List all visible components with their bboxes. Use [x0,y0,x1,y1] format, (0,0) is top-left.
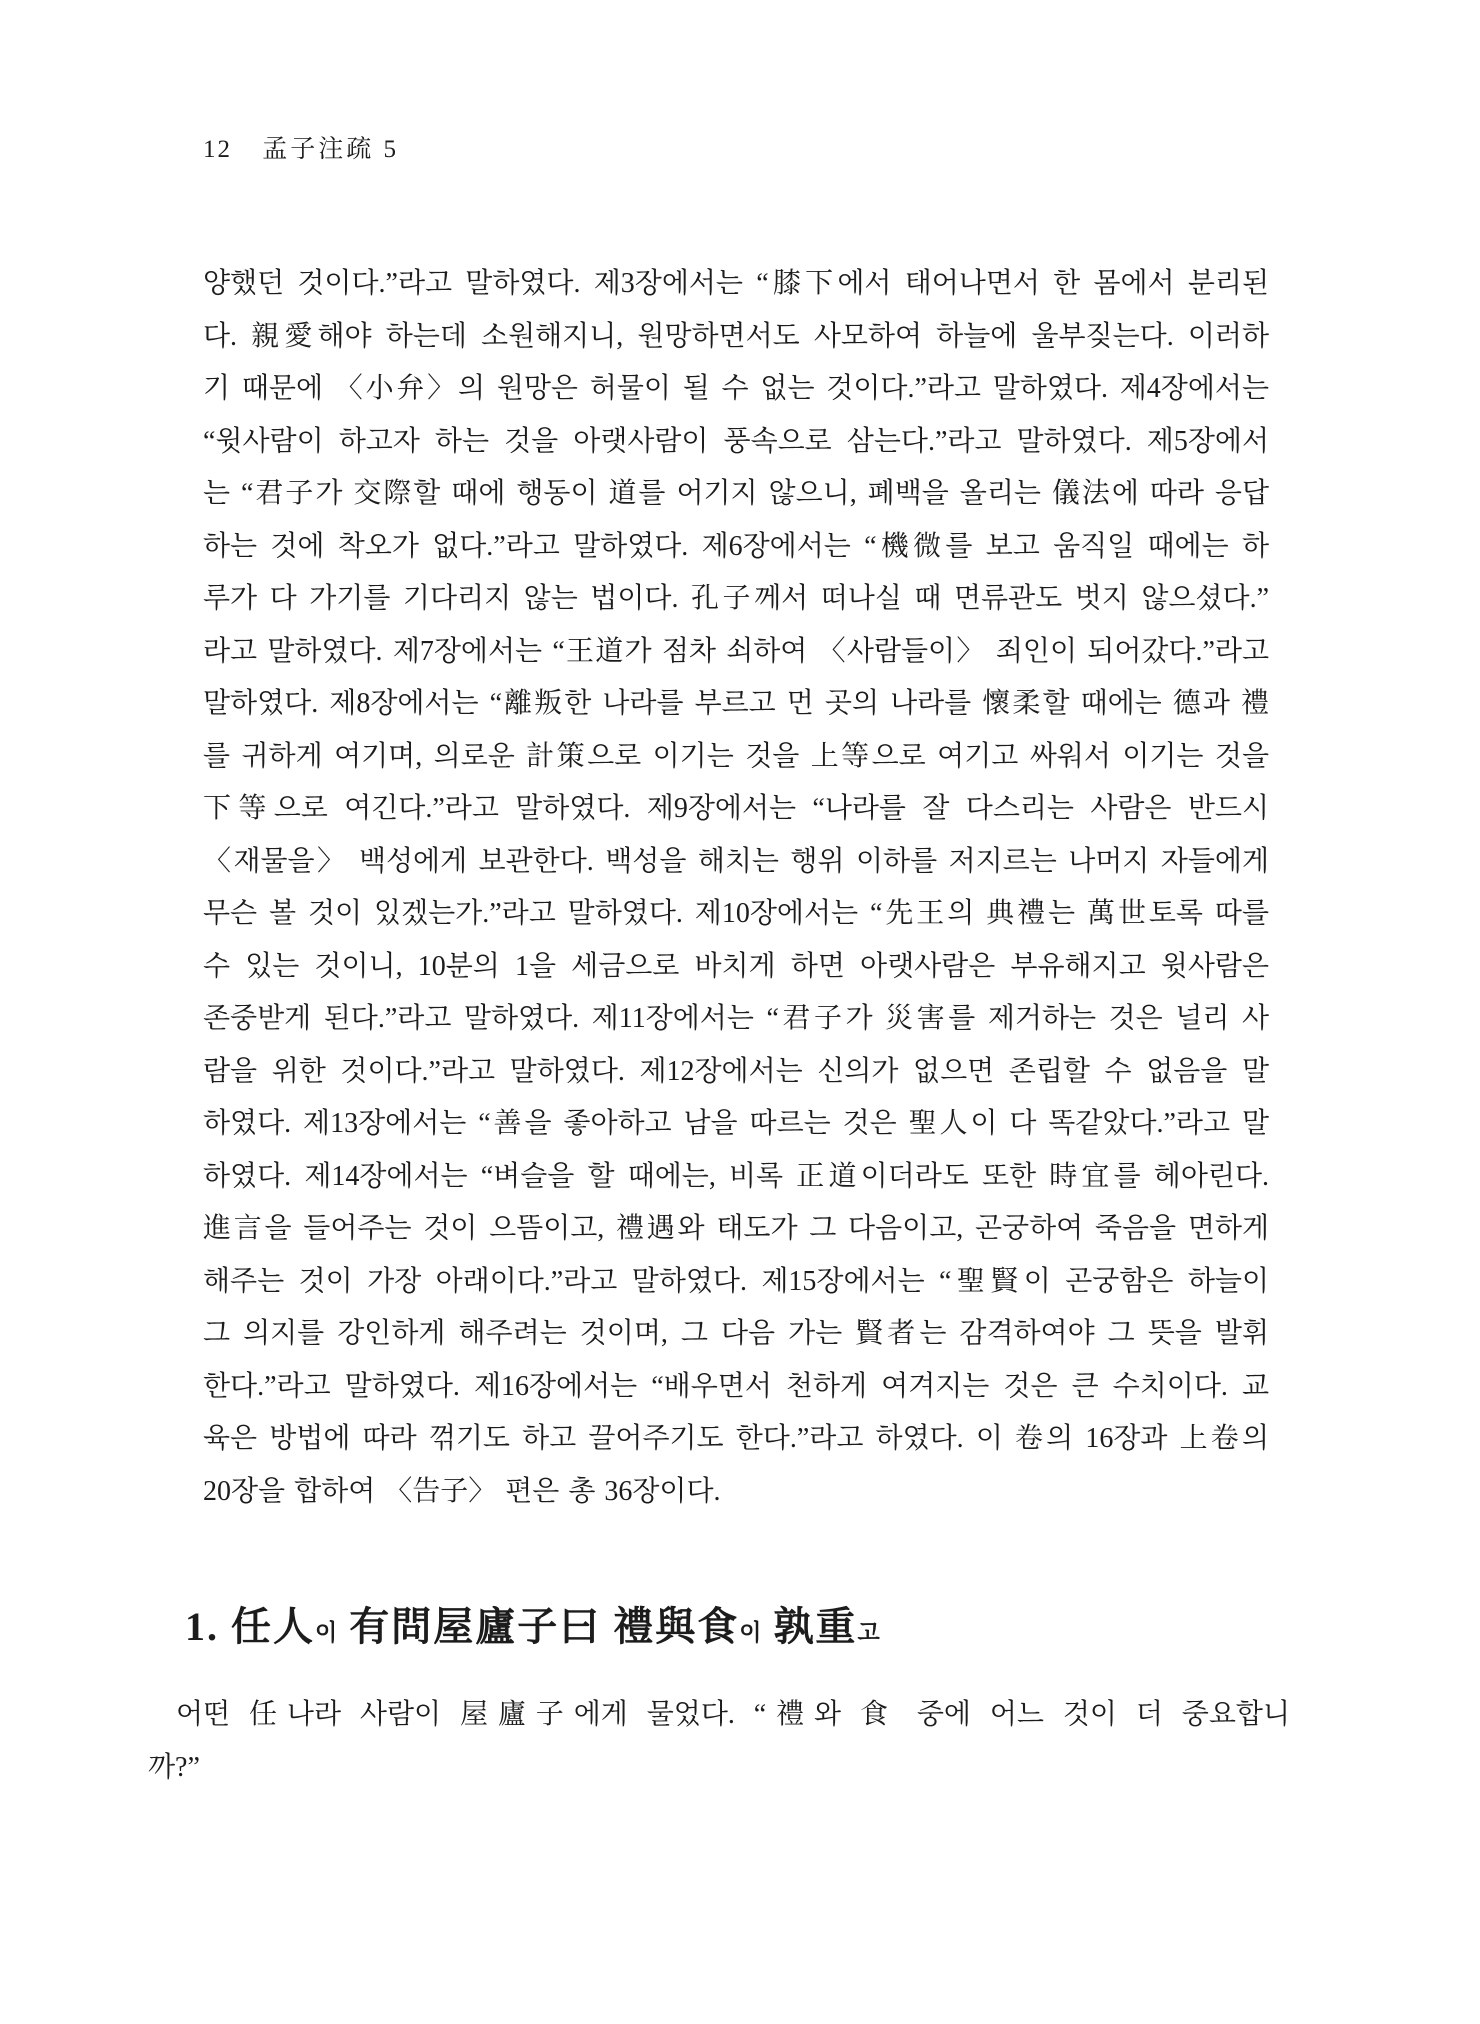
page-number: 12 [203,136,232,163]
book-title: 孟子注疏 5 [262,136,400,163]
section-heading [185,1598,880,1662]
summary-text-line: “윗사람이 하고자 하는 것을 아랫사람이 풍속으로 삼는다.”라고 말하였다. 제5장에서 [203,425,1269,457]
summary-text-line: 하였다. 제13장에서는 “善을 좋아하고 남을 따르는 것은 聖人이 다 똑같았다.”라고 말 [203,1108,1269,1139]
summary-text-line: 무슨 볼 것이 있겠는가.”라고 말하였다. 제10장에서는 “先王의 典禮는 萬世토록 따를 [203,898,1269,929]
running-header [203,136,399,164]
summary-text-line: 루가 다 가기를 기다리지 않는 법이다. 孔子께서 떠나실 때 면류관도 벗지 않으셨다.” [203,583,1269,614]
summary-text-line: 라고 말하였다. 제7장에서는 “王道가 점차 쇠하여 〈사람들이〉 죄인이 되어갔다.”라고 [203,635,1269,667]
summary-text-line: 해주는 것이 가장 아래이다.”라고 말하였다. 제15장에서는 “聖賢이 곤궁함은 하늘이 [203,1265,1269,1297]
summary-text-line: 하였다. 제14장에서는 “벼슬을 할 때에는, 비록 正道이더라도 또한 時宜를 헤아린다. [203,1160,1269,1192]
summary-text-line: 하는 것에 착오가 없다.”라고 말하였다. 제6장에서는 “機微를 보고 움직일 때에는 하 [203,530,1269,562]
section-heading-part: 有問屋廬子曰 禮與食 [337,1604,740,1649]
translation-paragraph [148,1688,1290,1794]
summary-text-line: 수 있는 것이니, 10분의 1을 세금으로 바치게 하면 아랫사람은 부유해지고 윗사람은 [203,950,1269,982]
section-heading-part: 1. 任人 [185,1604,315,1649]
summary-text-line: 기 때문에 〈小弁〉의 원망은 허물이 될 수 없는 것이다.”라고 말하였다. 제4장에서는 [203,373,1269,404]
section-heading-part: 孰重 [761,1604,858,1649]
summary-text-line: 〈재물을〉 백성에게 보관한다. 백성을 해치는 행위 이하를 저지르는 나머지 자들에게 [203,845,1269,877]
summary-text-line: 람을 위한 것이다.”라고 말하였다. 제12장에서는 신의가 없으면 존립할 수 없음을 말 [203,1055,1269,1087]
summary-text-line: 양했던 것이다.”라고 말하였다. 제3장에서는 “膝下에서 태어나면서 한 몸에서 분리된 [203,268,1269,299]
translation-text-line: 어떤 任나라 사람이 屋廬子에게 물었다. “禮와 食 중에 어느 것이 더 중요합니 [176,1699,1290,1730]
summary-text-line: 한다.”라고 말하였다. 제16장에서는 “배우면서 천하게 여겨지는 것은 큰 수치이다. 교 [203,1370,1269,1402]
summary-text-line: 그 의지를 강인하게 해주려는 것이며, 그 다음 가는 賢者는 감격하여야 그 뜻을 발휘 [203,1318,1269,1349]
summary-text-line: 말하였다. 제8장에서는 “離叛한 나라를 부르고 먼 곳의 나라를 懷柔할 때에는 德과 禮 [203,688,1269,719]
section-heading-part: 고 [857,1620,880,1645]
summary-text-line: 육은 방법에 따라 꺾기도 하고 끌어주기도 한다.”라고 하였다. 이 卷의 16장과 上卷의 [203,1423,1269,1454]
summary-text-line: 는 “君子가 交際할 때에 행동이 道를 어기지 않으니, 폐백을 올리는 儀法에 따라 응답 [203,478,1269,509]
translation-text-line: 까?” [148,1752,200,1783]
summary-text-line: 를 귀하게 여기며, 의로운 計策으로 이기는 것을 上等으로 여기고 싸워서 이기는 것을 [203,740,1269,772]
section-heading-part: 이 [739,1620,762,1645]
summary-text-line: 다. 親愛해야 하는데 소원해지니, 원망하면서도 사모하여 하늘에 울부짖는다. 이러하 [203,320,1269,352]
summary-text-line: 존중받게 된다.”라고 말하였다. 제11장에서는 “君子가 災害를 제거하는 것은 널리 사 [203,1003,1269,1034]
summary-text-line: 進言을 들어주는 것이 으뜸이고, 禮遇와 태도가 그 다음이고, 곤궁하여 죽음을 면하게 [203,1213,1269,1244]
section-heading-part: 이 [315,1620,338,1645]
summary-text-line: 20장을 합하여 〈告子〉 편은 총 36장이다. [203,1475,721,1507]
chapter-summary-paragraph [203,258,1269,1518]
summary-text-line: 下等으로 여긴다.”라고 말하였다. 제9장에서는 “나라를 잘 다스리는 사람은 반드시 [203,793,1269,824]
